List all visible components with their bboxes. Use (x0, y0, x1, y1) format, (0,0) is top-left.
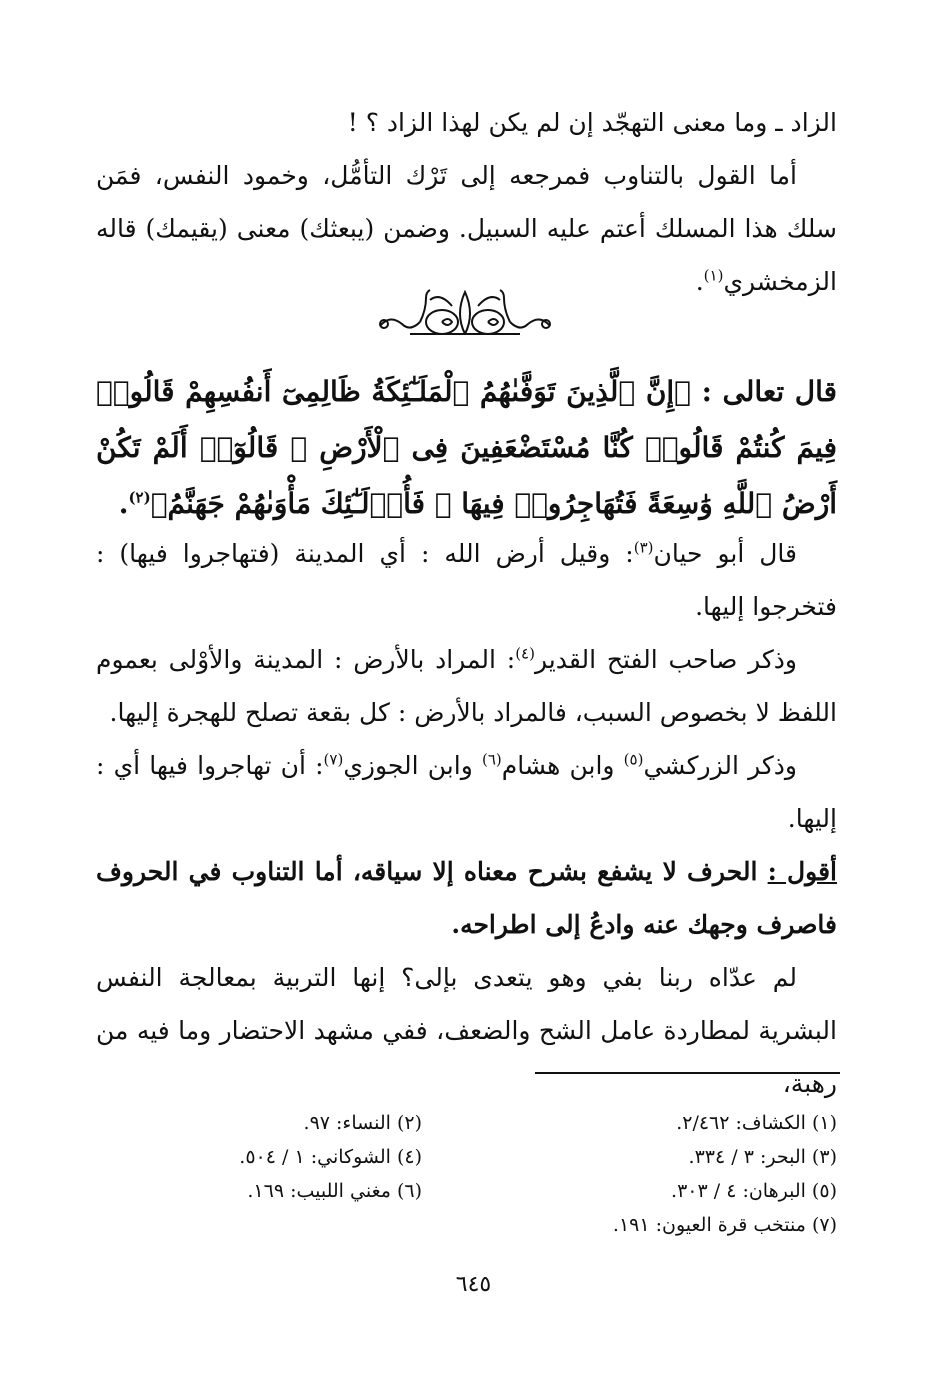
footnote-ref-5[interactable]: (٥) (623, 750, 644, 769)
paragraph-aqul (96, 845, 837, 951)
fath-text: : المراد بالأرض : المدينة والأوْلى بعموم اللفظ لا بخصوص السبب، فالمراد بالأرض : كل بقعة تصلح للهجرة إليها. (96, 645, 837, 727)
paragraph-abu-hayyan (96, 527, 837, 633)
ibn-hisham: وابن هشام (501, 751, 624, 780)
body-text-main (96, 527, 837, 1110)
footnote-1: (١) الكشاف: ٢/٤٦٢. (676, 1112, 837, 1134)
footnote-4: (٤) الشوكاني: ١ / ٥٠٤. (239, 1146, 422, 1168)
quran-verse (96, 364, 837, 532)
footnote-3: (٣) البحر: ٣ / ٣٣٤. (688, 1146, 837, 1168)
aqul-label: أقول : (767, 857, 837, 886)
paragraph-end-mark: . (695, 267, 704, 296)
verse-block (96, 364, 837, 532)
verse-end-mark: . (118, 487, 129, 520)
paragraph-fath-al-qadir (96, 633, 837, 739)
footnote-ref-4[interactable]: (٤) (515, 644, 535, 663)
ibn-jawzi: وابن الجوزي (343, 751, 482, 780)
paragraph-tanawub-text: أما القول بالتناوب فمرجعه إلى تَرْك التأمُّل، وخمود النفس، فمَن سلك هذا المسلك أعتم عليه السبيل. وضمن (يبعثك) معنى (يقيمك) قاله الزمخشري (96, 161, 837, 296)
verse-text: ﴿إِنَّ ٱلَّذِينَ تَوَفَّىٰهُمُ ٱلْمَلَـٰٓئِكَةُ ظَالِمِىٓ أَنفُسِهِمْ قَالُوا۟ فِيمَ كُنتُمْ قَالُوا۟ كُنَّا مُسْتَضْعَفِينَ فِى ٱلْأَرْضِ ۚ قَالُوٓا۟ أَلَمْ تَكُنْ أَرْضُ ٱللَّهِ وَٰسِعَةً فَتُهَاجِرُوا۟ فِيهَا ۚ فَأُو۟لَـٰٓئِكَ مَأْوَىٰهُمْ جَهَنَّمُ﴾ (96, 375, 837, 520)
footnote-ref-1[interactable]: (١) (703, 266, 724, 285)
zarkashi-text: : أن تهاجروا فيها أي : إليها. (96, 751, 837, 833)
floral-divider-icon (370, 284, 560, 344)
footnote-ref-2[interactable]: (٢) (128, 488, 151, 507)
footnote-divider (535, 1072, 840, 1074)
verse-intro: قال تعالى : (701, 375, 838, 408)
page-number: ٦٤٥ (455, 1272, 492, 1297)
fath-lead: وذكر صاحب الفتح القدير (534, 645, 797, 674)
paragraph-tarbiya: لم عدّاه ربنا بفي وهو يتعدى بإلى؟ إنها التربية بمعالجة النفس البشرية لمطاردة عامل الشح والضعف، ففي مشهد الاحتضار وما فيه من رهبة، (96, 963, 837, 1098)
abu-hayyan-text: : وقيل أرض الله : أي المدينة (فتهاجروا فيها) : فتخرجوا إليها. (96, 539, 837, 621)
footnote-2: (٢) النساء: ٩٧. (303, 1112, 422, 1134)
footnote-ref-6[interactable]: (٦) (481, 750, 502, 769)
footnote-6: (٦) مغني اللبيب: ١٦٩. (247, 1180, 422, 1202)
abu-hayyan-lead: قال أبو حيان (653, 539, 797, 568)
footnote-ref-3[interactable]: (٣) (633, 538, 654, 557)
footnote-ref-7[interactable]: (٧) (323, 750, 344, 769)
line-continuation: الزاد ـ وما معنى التهجّد إن لم يكن لهذا الزاد ؟ ! (347, 108, 837, 137)
aqul-text: الحرف لا يشفع بشرح معناه إلا سياقه، أما التناوب في الحروف فاصرف وجهك عنه وادعُ إلى اطراحه. (96, 857, 837, 939)
body-text-top (96, 96, 837, 308)
paragraph-zarkashi (96, 739, 837, 845)
footnote-5: (٥) البرهان: ٤ / ٣٠٣. (671, 1180, 837, 1202)
footnote-7: (٧) منتخب قرة العيون: ١٩١. (612, 1214, 837, 1236)
zarkashi-lead: وذكر الزركشي (643, 751, 797, 780)
